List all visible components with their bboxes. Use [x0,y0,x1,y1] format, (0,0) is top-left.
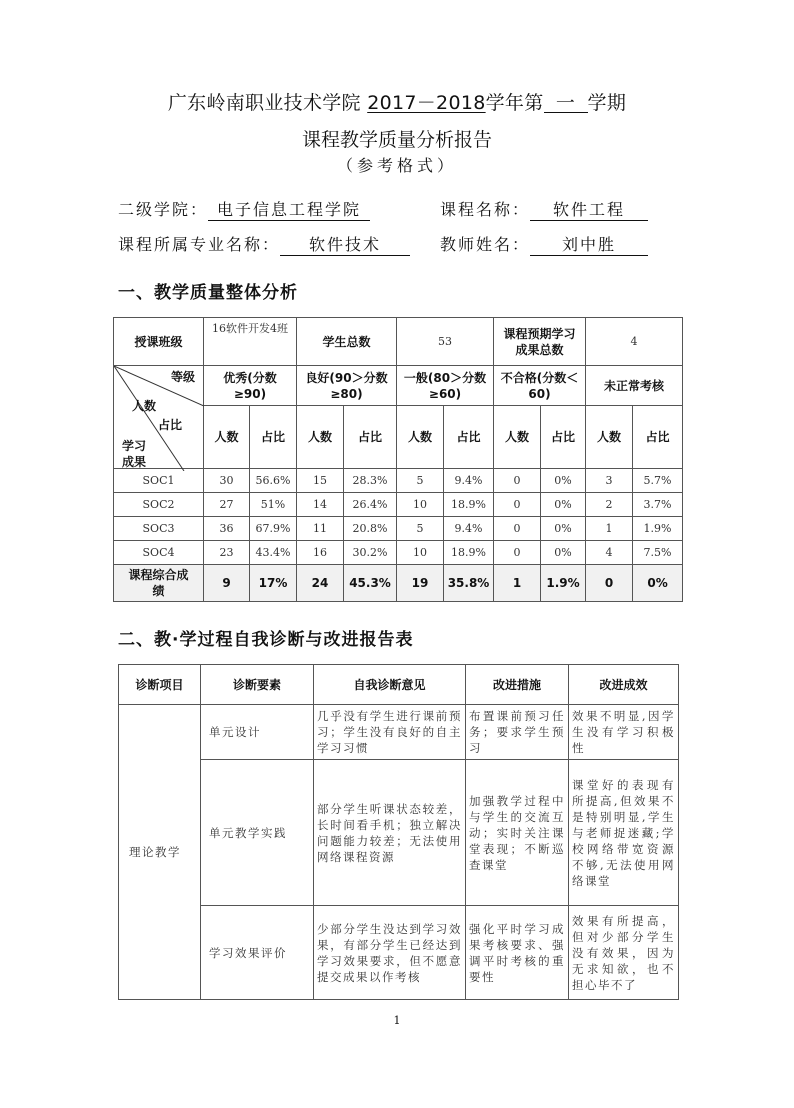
cell: 9 [204,565,250,602]
cell: 1 [494,565,541,602]
class-info-row [114,318,683,366]
cell: 0 [494,493,541,517]
cell: 0 [494,469,541,493]
cell: 10 [397,541,444,565]
school-name: 广东岭南职业技术学院 [167,92,361,114]
college-label: 二级学院： [118,200,209,219]
year-suffix: 学年第 [485,92,544,114]
students-label: 学生总数 [297,318,397,366]
course-field [440,197,648,221]
college-field [118,197,370,221]
outcome-name: SOC2 [114,493,204,517]
academic-year: 2017－2018 [367,92,486,114]
sub-ratio: 占比 [444,406,494,469]
grade-excellent: 优秀(分数≥90) [204,366,297,406]
cell: 5 [397,517,444,541]
outcomes-value: 4 [586,318,683,366]
header-effect: 改进成效 [569,665,679,705]
class-label: 授课班级 [114,318,204,366]
cell: 67.9% [250,517,297,541]
cell: 4 [586,541,633,565]
cell: 1.9% [633,517,683,541]
total-label: 课程综合成绩 [114,565,204,602]
cell: 0% [541,493,586,517]
cell: 35.8% [444,565,494,602]
grade-good: 良好(90＞分数≥80) [297,366,397,406]
major-value: 软件技术 [280,235,410,256]
opinion-cell: 部分学生听课状态较差，长时间看手机；独立解决问题能力较差；无法使用网络课程资源 [314,760,466,906]
measure-cell: 布置课前预习任务；要求学生预习 [466,705,569,760]
section2-heading: 二、教·学过程自我诊断与改进报告表 [118,630,414,650]
cell: 27 [204,493,250,517]
header-element: 诊断要素 [201,665,314,705]
diag-grade-label: 等级 [170,370,195,384]
effect-cell: 效果不明显,因学生没有学习积极性 [569,705,679,760]
cell: 30 [204,469,250,493]
cell: 2 [586,493,633,517]
header-measure: 改进措施 [466,665,569,705]
cell: 36 [204,517,250,541]
sub-count: 人数 [494,406,541,469]
table-row [114,493,683,517]
header-opinion: 自我诊断意见 [314,665,466,705]
teacher-field [440,232,648,256]
measure-cell: 强化平时学习成果考核要求、强调平时考核的重要性 [466,906,569,1000]
diag-ratio-label: 占比 [158,418,183,432]
cell: 9.4% [444,469,494,493]
diagonal-header-cell [114,366,204,469]
outcomes-label: 课程预期学习成果总数 [494,318,586,366]
term-suffix: 学期 [587,92,627,114]
sub-count: 人数 [586,406,633,469]
element-cell: 学习效果评价 [201,906,314,1000]
grade-header-row [114,366,683,406]
cell: 0 [494,541,541,565]
cell: 17% [250,565,297,602]
measure-cell: 加强教学过程中与学生的交流互动；实时关注课堂表现；不断巡查课堂 [466,760,569,906]
course-label: 课程名称： [440,200,531,219]
cell: 45.3% [344,565,397,602]
cell: 16 [297,541,344,565]
cell: 0% [541,541,586,565]
cell: 15 [297,469,344,493]
table-row [114,469,683,493]
cell: 23 [204,541,250,565]
sub-ratio: 占比 [541,406,586,469]
grade-not-assessed: 未正常考核 [586,366,683,406]
opinion-cell: 少部分学生没达到学习效果，有部分学生已经达到学习效果要求，但不愿意提交成果以作考核 [314,906,466,1000]
cell: 19 [397,565,444,602]
total-row [114,565,683,602]
teacher-label: 教师姓名： [440,235,531,254]
effect-cell: 课堂好的表现有所提高,但效果不是特别明显,学生与老师捉迷藏;学校网络带宽资源不够,无法使用网络课堂 [569,760,679,906]
cell: 0% [541,469,586,493]
cell: 43.4% [250,541,297,565]
sub-count: 人数 [297,406,344,469]
cell: 0 [586,565,633,602]
grade-average: 一般(80＞分数≥60) [397,366,494,406]
class-value: 16软件开发4班 [204,318,297,366]
page-number: 1 [393,1014,401,1027]
sub-ratio: 占比 [250,406,297,469]
cell: 28.3% [344,469,397,493]
opinion-cell: 几乎没有学生进行课前预习；学生没有良好的自主学习习惯 [314,705,466,760]
report-title: 课程教学质量分析报告 [301,129,492,151]
cell: 18.9% [444,493,494,517]
students-value: 53 [397,318,494,366]
cell: 10 [397,493,444,517]
cell: 51% [250,493,297,517]
effect-cell: 效果有所提高，但对少部分学生没有效果，因为无求知欲，也不担心毕不了 [569,906,679,1000]
diagnosis-row [119,705,679,760]
college-value: 电子信息工程学院 [208,200,370,221]
cell: 18.9% [444,541,494,565]
diagnosis-header-row [119,665,679,705]
cell: 1 [586,517,633,541]
cell: 7.5% [633,541,683,565]
cell: 5.7% [633,469,683,493]
cell: 3.7% [633,493,683,517]
sub-ratio: 占比 [344,406,397,469]
element-cell: 单元教学实践 [201,760,314,906]
diag-outcome-label: 学习成果 [121,439,146,469]
cell: 26.4% [344,493,397,517]
cell: 0% [633,565,683,602]
project-cell: 理论教学 [119,705,201,1000]
major-field [118,232,410,256]
cell: 5 [397,469,444,493]
sub-count: 人数 [204,406,250,469]
diagnosis-row [119,906,679,1000]
cell: 0% [541,517,586,541]
cell: 56.6% [250,469,297,493]
diagnosis-row [119,760,679,906]
teacher-value: 刘中胜 [530,235,648,256]
quality-analysis-table [113,317,683,602]
table-row [114,517,683,541]
grade-fail: 不合格(分数＜60) [494,366,586,406]
header-project: 诊断项目 [119,665,201,705]
cell: 11 [297,517,344,541]
cell: 24 [297,565,344,602]
term-number: 一 [544,94,588,113]
section1-heading: 一、教学质量整体分析 [118,283,298,303]
cell: 30.2% [344,541,397,565]
element-cell: 单元设计 [201,705,314,760]
sub-ratio: 占比 [633,406,683,469]
report-title-line [0,88,794,115]
outcome-name: SOC3 [114,517,204,541]
major-label: 课程所属专业名称： [118,235,281,254]
cell: 1.9% [541,565,586,602]
cell: 0 [494,517,541,541]
outcome-name: SOC1 [114,469,204,493]
table-row [114,541,683,565]
course-value: 软件工程 [530,200,648,221]
cell: 20.8% [344,517,397,541]
cell: 9.4% [444,517,494,541]
report-subtitle: （参考格式） [336,156,457,175]
cell: 3 [586,469,633,493]
diag-count-label: 人数 [132,399,157,413]
cell: 14 [297,493,344,517]
sub-count: 人数 [397,406,444,469]
outcome-name: SOC4 [114,541,204,565]
diagnosis-table [118,664,679,1000]
